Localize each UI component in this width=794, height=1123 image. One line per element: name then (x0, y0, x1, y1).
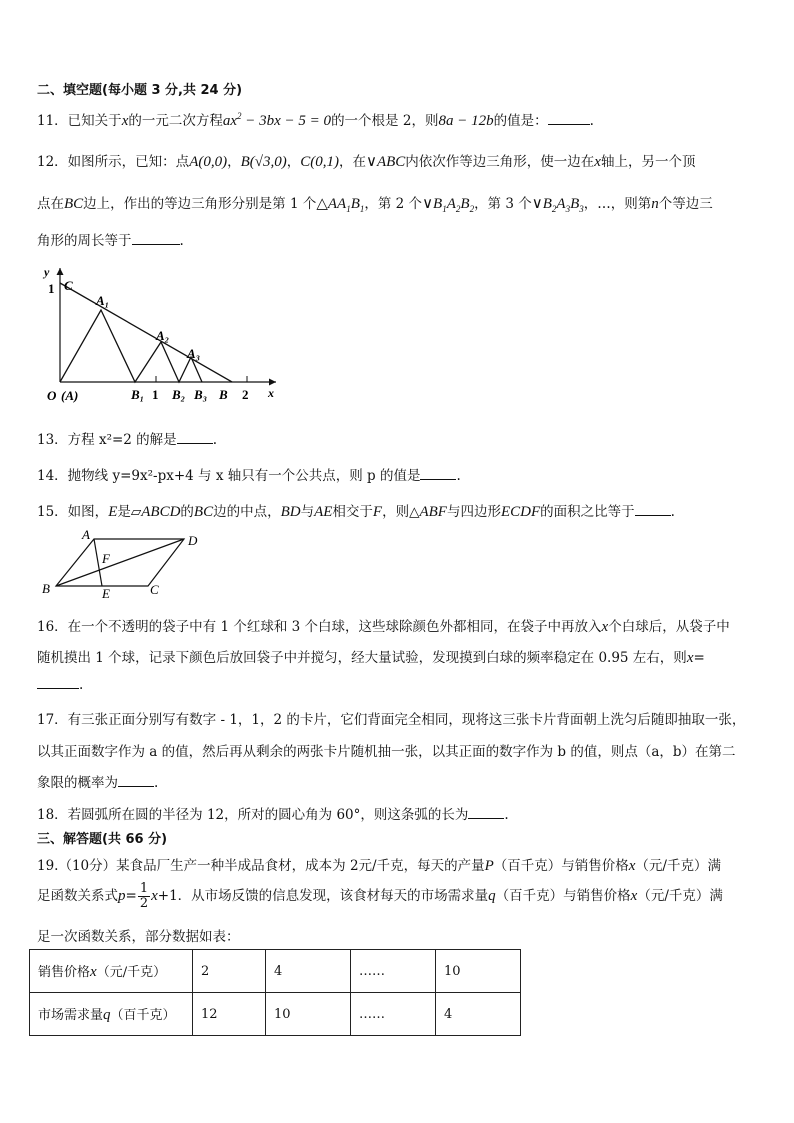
q19-text: （百千克）与销售价格 (495, 888, 631, 904)
table-cell: 4 (436, 993, 521, 1036)
triangle-abc: ∨ABC (365, 154, 406, 170)
answer-blank[interactable] (177, 431, 213, 444)
segment-ae (94, 539, 102, 586)
label-e: E (102, 586, 110, 600)
table-row (30, 950, 521, 993)
question-17-line-1: 17．有三张正面分别写有数字 - 1，1，2 的卡片，它们背面完全相同，现将这三张卡片背面朝上洗匀后随即抽取一张， (37, 712, 746, 728)
var-bc: BC (64, 196, 84, 212)
q15-text: 与四边形 (446, 504, 501, 520)
label-a: (A) (61, 388, 79, 403)
q16-text-end: . (79, 677, 84, 693)
question-12-line-1: 12．如图所示，已知：点A(0,0)，B(√3,0)，C(0,1)，在∨ABC内依次作等边三角形，使一边在x轴上，另一个顶 (37, 154, 696, 170)
table-row (30, 993, 521, 1036)
var-x: x (594, 154, 601, 170)
answer-blank[interactable] (37, 676, 79, 689)
question-19-line-2 (37, 882, 723, 911)
label-b: B (42, 581, 50, 596)
table-cell: 12 (193, 993, 266, 1036)
q16-text: 16．在一个不透明的袋子中有 1 个红球和 3 个白球，这些球除颜色外都相同，在袋子中再放入 (37, 619, 602, 635)
q15-var: ABCD (141, 504, 181, 520)
q11-text-a: 11．已知关于 (37, 113, 122, 129)
var-n: n (651, 196, 659, 212)
question-16-line-3 (37, 676, 83, 693)
var-p-lower: p (118, 888, 126, 904)
table-cell: 10 (266, 993, 351, 1036)
q16-text: 个白球后，从袋子中 (608, 619, 730, 635)
q12-text: 边上，作出的等边三角形分别是第 1 个 (83, 196, 317, 212)
parallelogram-figure (36, 528, 211, 600)
q11-expression: 8a − 12b (438, 113, 494, 129)
table-cell: 10 (436, 950, 521, 993)
header-unit: （元/千克） (96, 965, 167, 980)
table-cell: …… (351, 950, 436, 993)
section-3-title: 三、解答题(共 66 分) (37, 832, 168, 847)
q15-var: AE (314, 504, 333, 520)
q19-text: （百千克）与销售价格 (493, 858, 629, 874)
q19-text: 足函数关系式 (37, 888, 118, 904)
fraction-numerator: 1 (139, 881, 149, 896)
question-14 (37, 464, 461, 484)
q14-text: 14．抛物线 y=9x²-px+4 与 x 轴只有一个公共点，则 p 的值是 (37, 468, 421, 484)
q11-text-c: 的一个根是 2，则 (331, 113, 439, 129)
table-cell: 4 (266, 950, 351, 993)
q11-text-b: 的一元二次方程 (128, 113, 223, 129)
triangle-1: $\triangle AA_1B_1$ (316, 196, 365, 214)
answer-blank[interactable] (468, 806, 504, 819)
var-x: x (90, 964, 97, 980)
q15-var: BC (193, 504, 214, 520)
q12-text: 个等边三 (658, 196, 713, 212)
q15-text: 15．如图， (37, 504, 109, 520)
table-header-cell (30, 950, 193, 993)
q19-text: （元/千克）满 (635, 858, 721, 874)
table-header-cell (30, 993, 193, 1036)
header-unit: （百千克） (110, 1008, 176, 1023)
q15-var: ABF (419, 504, 447, 520)
q13-text-end: . (212, 432, 217, 448)
triangle-figure (36, 262, 286, 404)
question-17-line-3 (37, 771, 158, 791)
label-f: F (102, 551, 110, 566)
header-text: 市场需求量 (38, 1008, 104, 1023)
q18-text: 18．若圆弧所在圆的半径为 12，所对的圆心角为 60°，则这条弧的长为 (37, 807, 469, 823)
q12-text: ，第 3 个 (474, 196, 532, 212)
q19-text: +1．从市场反馈的信息发现，该食材每天的市场需求量 (157, 888, 489, 904)
question-15 (37, 500, 675, 521)
table-cell: …… (351, 993, 436, 1036)
q15-var: ECDF (500, 504, 541, 520)
x-label: x (268, 386, 274, 400)
fraction-denominator: 2 (139, 896, 149, 911)
q12-text: 点在 (37, 196, 64, 212)
label-d: D (188, 533, 198, 548)
equilateral-triangles (60, 310, 202, 382)
label-a: A (82, 528, 90, 542)
q15-text: 边的中点， (213, 504, 281, 520)
q15-var: E (108, 504, 118, 520)
q12-text: 轴上，另一个顶 (600, 154, 696, 170)
fraction-one-half (138, 882, 150, 911)
answer-blank[interactable] (420, 467, 456, 480)
point-b-coord: B(√3,0) (240, 154, 287, 170)
question-19-line-1 (37, 854, 721, 875)
q12-text: 12．如图所示，已知：点 (37, 154, 190, 170)
q15-text: 的面积之比等于 (540, 504, 635, 520)
var-x: x (628, 858, 636, 874)
question-19-line-3: 足一次函数关系，部分数据如表： (37, 929, 240, 945)
var-x: x (601, 619, 609, 635)
q11-equation: $ax^2 - 3bx - 5 = 0$ (222, 111, 332, 129)
question-16-line-1 (37, 615, 730, 636)
q19-text: = (125, 888, 137, 904)
table-cell: 2 (193, 950, 266, 993)
y-tick-1: 1 (48, 281, 55, 296)
q12-text: 角形的周长等于 (37, 233, 132, 249)
label-b: B (219, 387, 228, 402)
x-tick-1: 1 (152, 387, 159, 402)
y-label: y (44, 265, 50, 279)
q15-text: 与 (300, 504, 315, 520)
label-b3: B₃ (194, 387, 208, 402)
q12-text: 内依次作等边三角形，使一边在 (405, 154, 595, 170)
q18-text-end: . (504, 807, 509, 823)
var-x: x (151, 888, 158, 904)
q12-text: ，第 2 个 (364, 196, 423, 212)
q19-text: 19.（10分）某食品厂生产一种半成品食材，成本为 2元/千克，每天的产量 (37, 858, 485, 874)
var-q: q (103, 1007, 111, 1023)
var-x: x (686, 650, 694, 666)
point-a-coord: A(0,0) (189, 154, 228, 170)
triangle-3: $\vee B_2A_3B_3$ (531, 196, 584, 214)
label-a1: A₁ (96, 293, 110, 308)
answer-blank[interactable] (118, 774, 154, 787)
var-q: q (488, 888, 496, 904)
q15-text: . (670, 504, 675, 520)
var-x: x (630, 888, 638, 904)
q16-text: 随机摸出 1 个球，记录下颜色后放回袋子中并搅匀，经大量试验，发现摸到白球的频率稳定在 0.95 左右，则 (37, 650, 687, 666)
triangle-2: $\vee B_1A_2B_2$ (422, 196, 475, 214)
question-12-line-3 (37, 229, 184, 249)
q11-text-e: . (589, 113, 594, 129)
point-c-coord: C(0,1) (300, 154, 339, 170)
q17-text: 象限的概率为 (37, 775, 118, 791)
answer-blank[interactable] (548, 112, 590, 125)
label-a2: A₂ (156, 328, 170, 343)
label-b1: B₁ (131, 387, 145, 402)
label-c: C (64, 278, 73, 293)
q15-var: F (372, 504, 383, 520)
x-tick-2: 2 (242, 387, 249, 402)
label-b2: B₂ (172, 387, 186, 402)
question-13 (37, 428, 217, 448)
question-18 (37, 803, 509, 823)
question-12-line-2 (37, 192, 713, 214)
q19-text: （元/千克）满 (637, 888, 723, 904)
question-17-line-2: 以其正面数字作为 a 的值，然后再从剩余的两张卡片随机抽一张，以其正面的数字作为 b 的值，则点（a，b）在第二 (37, 744, 736, 760)
q13-text: 13．方程 x²=2 的解是 (37, 432, 177, 448)
line-bc (60, 283, 232, 382)
label-a3: A₃ (187, 346, 201, 361)
q15-text: 相交于 (332, 504, 373, 520)
q16-text: = (693, 650, 705, 666)
label-c: C (150, 582, 159, 597)
q15-var: BD (280, 504, 301, 520)
q17-text-end: . (154, 775, 159, 791)
header-text: 销售价格 (38, 965, 91, 980)
q11-text-d: 的值是： (493, 113, 548, 129)
q15-text: 的 (180, 504, 194, 520)
q12-text: ，…，则第 (583, 196, 652, 212)
q15-text: ，则△ (382, 504, 420, 520)
question-11 (37, 109, 594, 130)
answer-blank[interactable] (635, 503, 671, 516)
section-2-title: 二、填空题(每小题 3 分,共 24 分) (37, 83, 243, 98)
data-table (29, 949, 521, 1036)
q15-text: 是▱ (117, 504, 142, 520)
question-16-line-2 (37, 646, 705, 667)
var-x: x (121, 113, 129, 129)
label-o: O (47, 388, 57, 403)
var-p: P (484, 858, 494, 874)
answer-blank[interactable] (132, 232, 180, 245)
q14-text-end: . (456, 468, 461, 484)
q12-text: . (179, 233, 184, 249)
q12-text: ，在 (338, 154, 366, 170)
